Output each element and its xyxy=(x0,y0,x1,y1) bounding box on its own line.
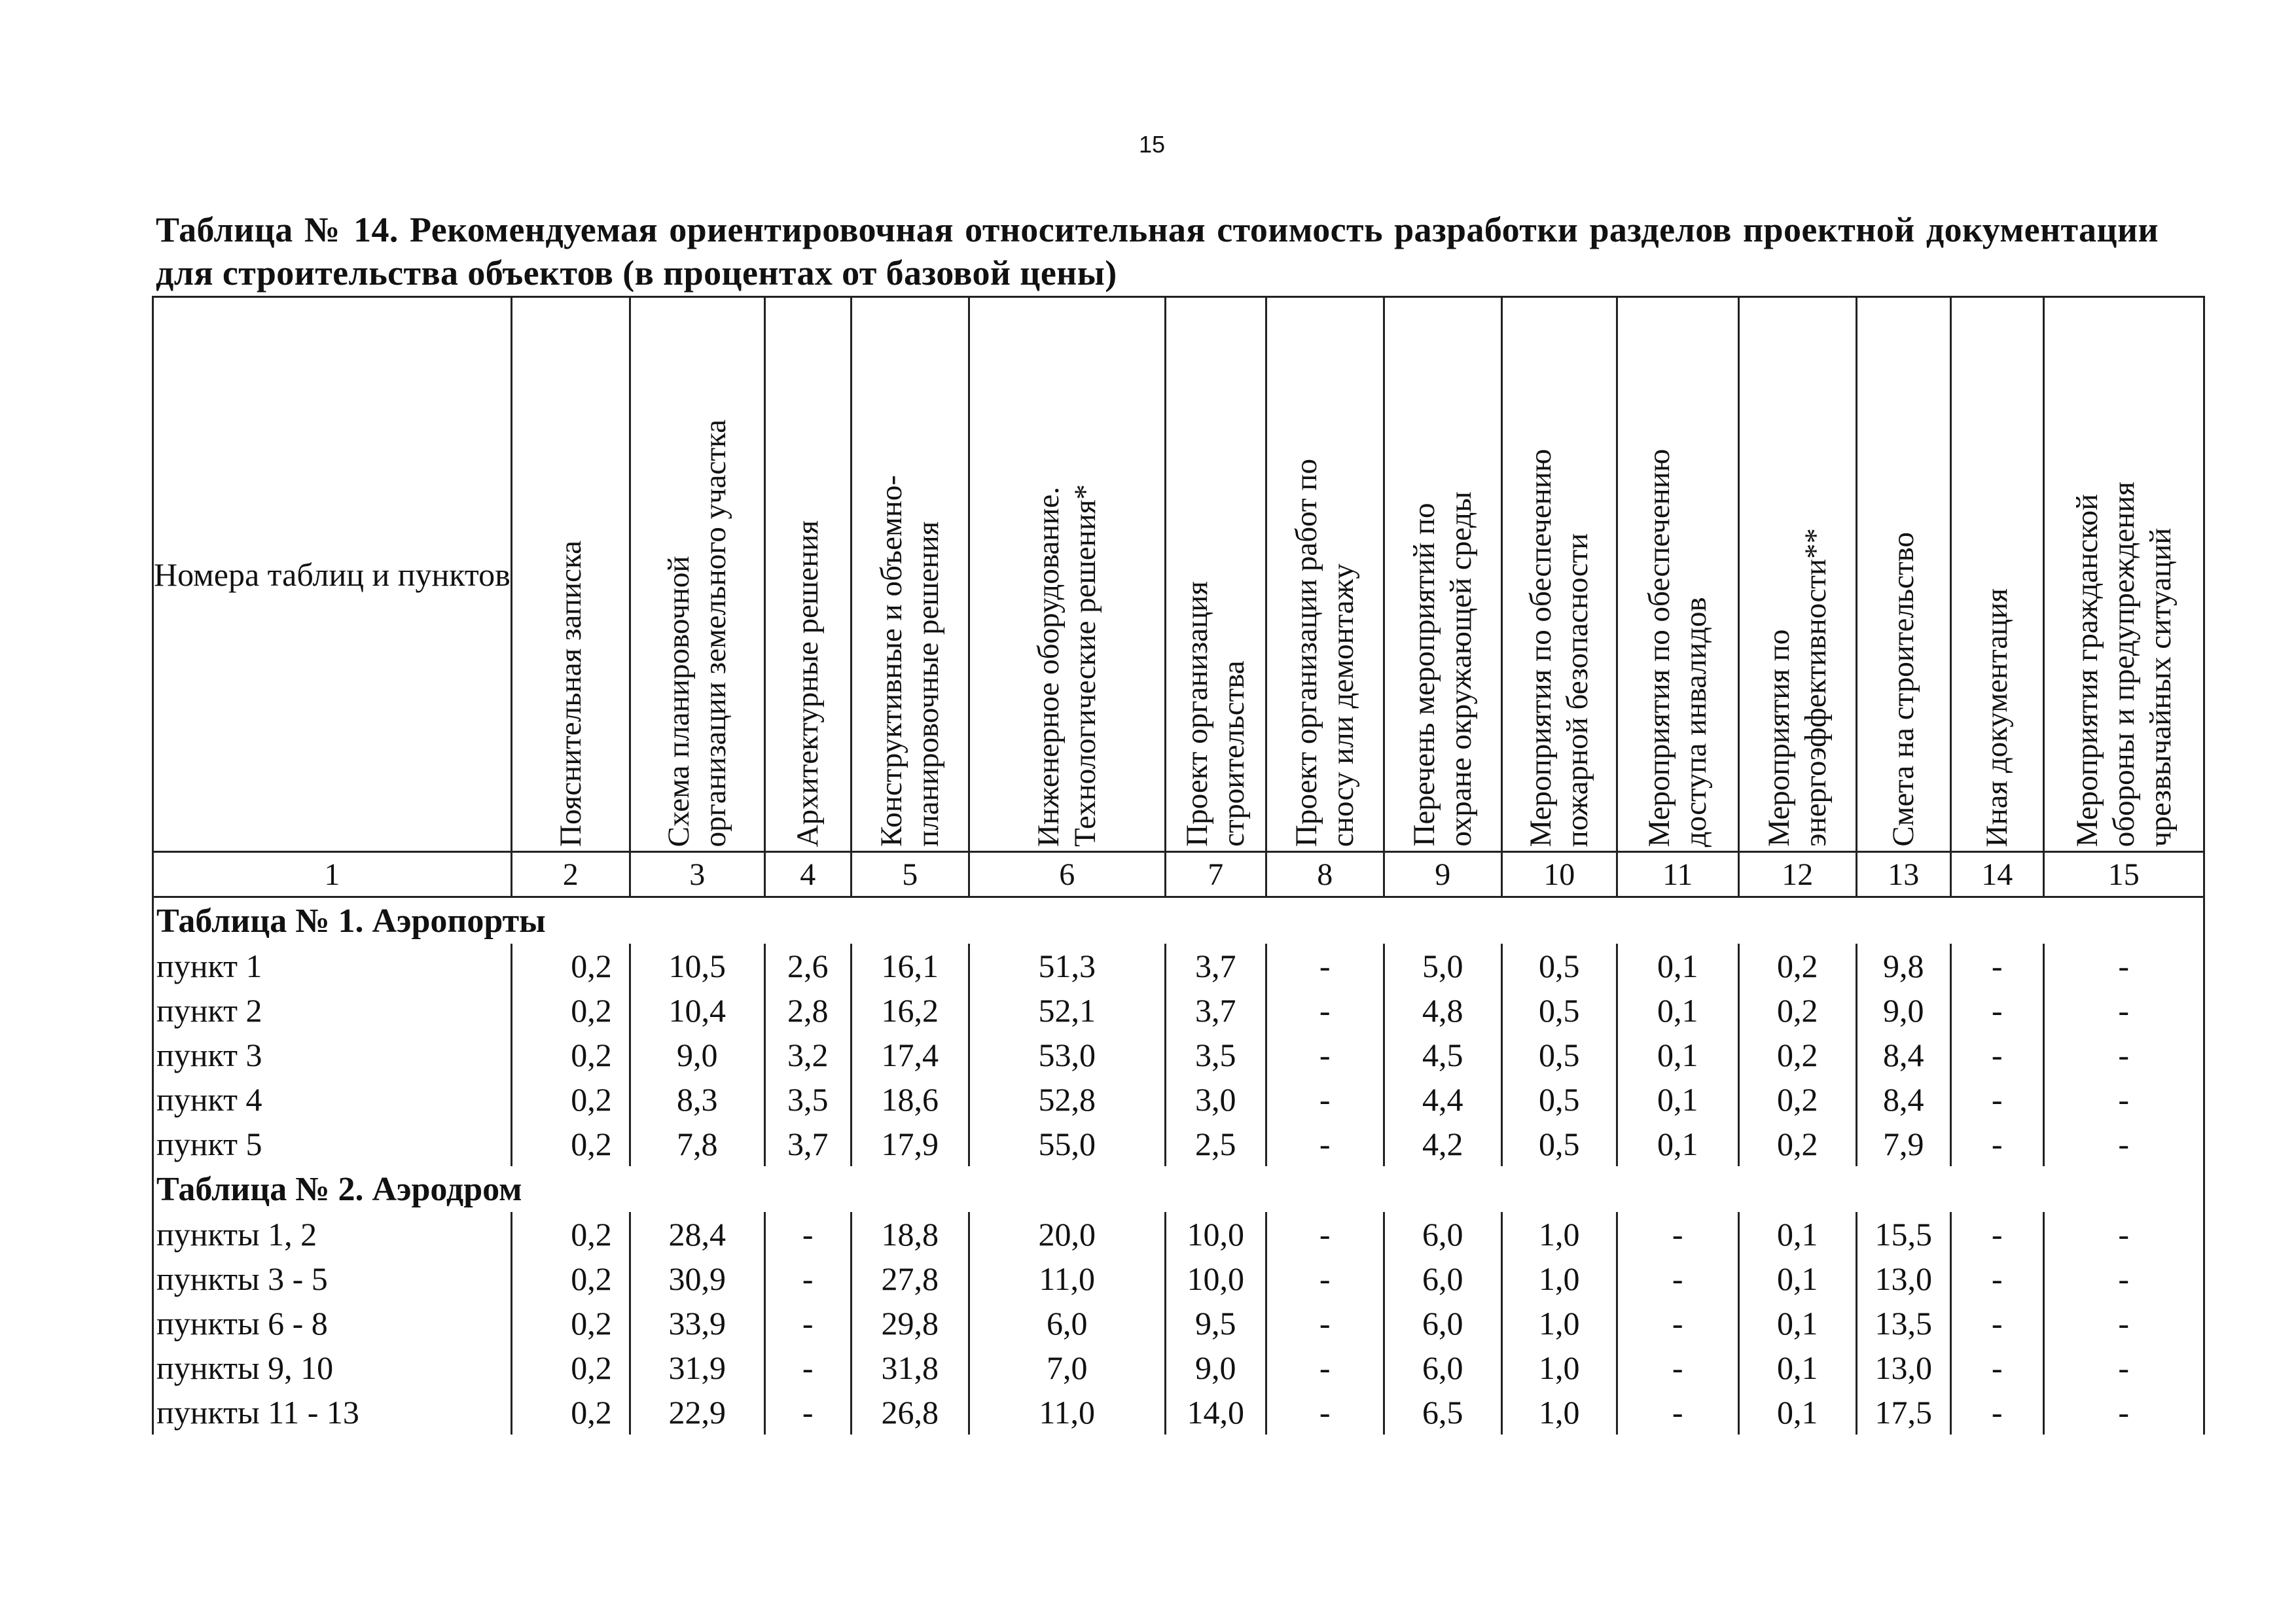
column-header-15 xyxy=(2043,297,2204,852)
column-number: 3 xyxy=(630,852,764,897)
column-header-14 xyxy=(1950,297,2043,852)
table-cell: 0,2 xyxy=(511,944,630,988)
column-header-label: Мероприятия по обеспечению пожарной безопасности xyxy=(1524,448,1595,847)
table-cell: 0,2 xyxy=(511,1077,630,1122)
column-header-label: Смета на строительство xyxy=(1886,532,1921,847)
column-header-label: Мероприятия по обеспечению доступа инвалидов xyxy=(1642,448,1713,847)
table-cell: 31,9 xyxy=(630,1346,764,1390)
table-cell: - xyxy=(1266,1077,1384,1122)
table-cell: 11,0 xyxy=(969,1390,1165,1435)
table-cell: - xyxy=(1950,1301,2043,1346)
table-cell: 8,3 xyxy=(630,1077,764,1122)
column-header-5 xyxy=(851,297,969,852)
table-cell: 0,1 xyxy=(1738,1301,1856,1346)
table-cell: 4,4 xyxy=(1384,1077,1501,1122)
column-header-label: Пояснительная записка xyxy=(553,541,588,847)
table-cell: - xyxy=(764,1346,851,1390)
column-number: 11 xyxy=(1617,852,1738,897)
table-cell: 0,2 xyxy=(1738,944,1856,988)
column-number: 6 xyxy=(969,852,1165,897)
table-cell: - xyxy=(1950,1212,2043,1257)
table-cell: 0,5 xyxy=(1501,1122,1617,1166)
table-cell: - xyxy=(1950,944,2043,988)
table-cell: 0,1 xyxy=(1738,1390,1856,1435)
section-title: Таблица № 2. Аэродром xyxy=(153,1166,2204,1212)
table-cell: 9,8 xyxy=(1856,944,1950,988)
table-cell: 0,2 xyxy=(511,1346,630,1390)
table-cell: 6,0 xyxy=(969,1301,1165,1346)
table-cell: - xyxy=(2043,1122,2204,1166)
table-cell: 16,1 xyxy=(851,944,969,988)
table-cell: 7,8 xyxy=(630,1122,764,1166)
table-cell: 7,9 xyxy=(1856,1122,1950,1166)
column-number: 4 xyxy=(764,852,851,897)
table-cell: - xyxy=(1950,1390,2043,1435)
column-header-8 xyxy=(1266,297,1384,852)
table-cell: 3,7 xyxy=(1165,988,1266,1033)
table-cell: - xyxy=(2043,1257,2204,1301)
table-cell: 0,2 xyxy=(1738,1077,1856,1122)
table-cell: 3,5 xyxy=(1165,1033,1266,1077)
table-cell: 33,9 xyxy=(630,1301,764,1346)
table-cell: 0,2 xyxy=(511,988,630,1033)
row-label: пункт 4 xyxy=(153,1077,512,1122)
column-number: 9 xyxy=(1384,852,1501,897)
column-header-label: Схема планировочной организации земельного участка xyxy=(662,419,733,847)
table-cell: - xyxy=(1266,944,1384,988)
column-header-label: Проект организации работ по сносу или демонтажу xyxy=(1289,458,1361,847)
table-cell: - xyxy=(2043,1346,2204,1390)
column-number: 5 xyxy=(851,852,969,897)
table-cell: 22,9 xyxy=(630,1390,764,1435)
table-cell: - xyxy=(2043,1033,2204,1077)
table-cell: 0,2 xyxy=(511,1390,630,1435)
table-cell: - xyxy=(1266,1212,1384,1257)
table-cell: 4,2 xyxy=(1384,1122,1501,1166)
column-number: 15 xyxy=(2043,852,2204,897)
table-cell: 6,0 xyxy=(1384,1301,1501,1346)
column-number: 8 xyxy=(1266,852,1384,897)
table-cell: 2,6 xyxy=(764,944,851,988)
table-cell: 0,1 xyxy=(1738,1257,1856,1301)
page-number: 15 xyxy=(1138,131,1166,158)
table-cell: 0,2 xyxy=(511,1212,630,1257)
table-cell: 13,0 xyxy=(1856,1346,1950,1390)
column-header-label: Перечень мероприятий по охране окружающей среды xyxy=(1407,491,1479,847)
table-cell: - xyxy=(1266,988,1384,1033)
table-cell: 0,1 xyxy=(1617,1033,1738,1077)
table-row xyxy=(153,1033,2204,1077)
column-header-11 xyxy=(1617,297,1738,852)
table-cell: 3,7 xyxy=(764,1122,851,1166)
table-cell: 0,5 xyxy=(1501,988,1617,1033)
table-cell: 1,0 xyxy=(1501,1301,1617,1346)
column-numbers-row xyxy=(153,852,2204,897)
table-cell: 1,0 xyxy=(1501,1212,1617,1257)
table-cell: 2,5 xyxy=(1165,1122,1266,1166)
table-cell: - xyxy=(2043,1301,2204,1346)
table-cell: - xyxy=(1266,1257,1384,1301)
table-cell: 14,0 xyxy=(1165,1390,1266,1435)
table-cell: 31,8 xyxy=(851,1346,969,1390)
table-cell: - xyxy=(1617,1390,1738,1435)
table-cell: - xyxy=(1266,1346,1384,1390)
column-header-label: Инженерное оборудование. Технологические решения* xyxy=(1031,484,1103,847)
table-cell: 0,1 xyxy=(1617,1077,1738,1122)
table-cell: - xyxy=(1950,1257,2043,1301)
column-header-label: Конструктивные и объемно- планировочные решения xyxy=(874,475,946,847)
table-cell: - xyxy=(764,1212,851,1257)
table-cell: 2,8 xyxy=(764,988,851,1033)
table-cell: 18,6 xyxy=(851,1077,969,1122)
table-cell: 27,8 xyxy=(851,1257,969,1301)
table-cell: - xyxy=(1617,1212,1738,1257)
table-row xyxy=(153,1301,2204,1346)
table-cell: 0,1 xyxy=(1617,988,1738,1033)
table-cell: 0,5 xyxy=(1501,944,1617,988)
row-label: пункты 3 - 5 xyxy=(153,1257,512,1301)
table-cell: 28,4 xyxy=(630,1212,764,1257)
table-cell: 10,5 xyxy=(630,944,764,988)
table-caption: Таблица № 14. Рекомендуемая ориентировочная относительная стоимость разработки разделов проектной документации для строительства объектов (в процентах от базовой цены) xyxy=(156,210,2159,293)
table-cell: 1,0 xyxy=(1501,1390,1617,1435)
table-cell: 0,1 xyxy=(1738,1346,1856,1390)
column-header-label: Мероприятия гражданской обороны и предупреждения чрезвычайных ситуаций xyxy=(2070,481,2178,847)
table-cell: - xyxy=(764,1257,851,1301)
table-row xyxy=(153,1212,2204,1257)
table-cell: 10,0 xyxy=(1165,1212,1266,1257)
header-row xyxy=(153,297,2204,852)
table-cell: - xyxy=(1950,1077,2043,1122)
table-cell: 15,5 xyxy=(1856,1212,1950,1257)
table-cell: 13,5 xyxy=(1856,1301,1950,1346)
table-cell: 5,0 xyxy=(1384,944,1501,988)
table-cell: - xyxy=(764,1301,851,1346)
column-number: 2 xyxy=(511,852,630,897)
section-row xyxy=(153,1166,2204,1212)
column-number: 10 xyxy=(1501,852,1617,897)
table-body xyxy=(153,897,2204,1435)
table-cell: 0,5 xyxy=(1501,1077,1617,1122)
table-cell: - xyxy=(1950,1346,2043,1390)
table-cell: - xyxy=(1617,1301,1738,1346)
table-cell: 0,1 xyxy=(1617,944,1738,988)
column-number: 1 xyxy=(153,852,512,897)
table-row xyxy=(153,988,2204,1033)
table-cell: 6,0 xyxy=(1384,1257,1501,1301)
column-number: 14 xyxy=(1950,852,2043,897)
table-cell: 0,2 xyxy=(511,1257,630,1301)
column-header-13 xyxy=(1856,297,1950,852)
table-cell: 9,0 xyxy=(1165,1346,1266,1390)
column-header-4 xyxy=(764,297,851,852)
table-cell: 51,3 xyxy=(969,944,1165,988)
table-row xyxy=(153,1346,2204,1390)
table-cell: 8,4 xyxy=(1856,1033,1950,1077)
column-header-10 xyxy=(1501,297,1617,852)
table-cell: 13,0 xyxy=(1856,1257,1950,1301)
table-row xyxy=(153,1077,2204,1122)
table-cell: 20,0 xyxy=(969,1212,1165,1257)
table-cell: 4,8 xyxy=(1384,988,1501,1033)
table-cell: 8,4 xyxy=(1856,1077,1950,1122)
column-header-12 xyxy=(1738,297,1856,852)
column-header-3 xyxy=(630,297,764,852)
row-label: пункты 6 - 8 xyxy=(153,1301,512,1346)
table-cell: - xyxy=(1617,1257,1738,1301)
column-number: 7 xyxy=(1165,852,1266,897)
corner-header: Номера таблиц и пунктов xyxy=(153,297,512,852)
column-header-6 xyxy=(969,297,1165,852)
table-cell: 3,2 xyxy=(764,1033,851,1077)
table-cell: 17,5 xyxy=(1856,1390,1950,1435)
table-cell: 9,0 xyxy=(630,1033,764,1077)
row-label: пункты 9, 10 xyxy=(153,1346,512,1390)
table-cell: 0,2 xyxy=(511,1301,630,1346)
table-cell: 0,2 xyxy=(1738,1122,1856,1166)
table-cell: 10,0 xyxy=(1165,1257,1266,1301)
table-cell: 52,8 xyxy=(969,1077,1165,1122)
table-row xyxy=(153,1122,2204,1166)
table-cell: - xyxy=(1950,1122,2043,1166)
row-label: пункт 5 xyxy=(153,1122,512,1166)
table-cell: 3,5 xyxy=(764,1077,851,1122)
row-label: пункт 1 xyxy=(153,944,512,988)
table-cell: - xyxy=(2043,1390,2204,1435)
table-cell: 0,2 xyxy=(1738,988,1856,1033)
table-cell: 26,8 xyxy=(851,1390,969,1435)
table-cell: 29,8 xyxy=(851,1301,969,1346)
table-cell: 9,0 xyxy=(1856,988,1950,1033)
row-label: пункты 1, 2 xyxy=(153,1212,512,1257)
table-cell: 9,5 xyxy=(1165,1301,1266,1346)
table-cell: 10,4 xyxy=(630,988,764,1033)
table-cell: - xyxy=(1266,1390,1384,1435)
table-cell: 4,5 xyxy=(1384,1033,1501,1077)
table-cell: - xyxy=(1950,1033,2043,1077)
table-cell: 0,2 xyxy=(511,1033,630,1077)
table-cell: - xyxy=(1266,1122,1384,1166)
table-cell: - xyxy=(2043,944,2204,988)
table-row xyxy=(153,1257,2204,1301)
table-cell: 6,0 xyxy=(1384,1346,1501,1390)
table-cell: - xyxy=(2043,1212,2204,1257)
row-label: пункты 11 - 13 xyxy=(153,1390,512,1435)
column-header-label: Проект организация строительства xyxy=(1180,581,1251,847)
table-cell: - xyxy=(1266,1301,1384,1346)
table-cell: 6,5 xyxy=(1384,1390,1501,1435)
column-header-label: Мероприятия по энергоэффективности** xyxy=(1762,528,1833,847)
table-cell: 0,2 xyxy=(511,1122,630,1166)
column-header-label: Архитектурные решения xyxy=(791,520,825,847)
table-cell: 18,8 xyxy=(851,1212,969,1257)
section-title: Таблица № 1. Аэропорты xyxy=(153,897,2204,944)
table-cell: - xyxy=(1950,988,2043,1033)
table-cell: 17,9 xyxy=(851,1122,969,1166)
table-cell: - xyxy=(2043,988,2204,1033)
table-cell: 11,0 xyxy=(969,1257,1165,1301)
table-cell: 3,7 xyxy=(1165,944,1266,988)
table-cell: 30,9 xyxy=(630,1257,764,1301)
table-cell: 0,5 xyxy=(1501,1033,1617,1077)
column-header-7 xyxy=(1165,297,1266,852)
table-cell: - xyxy=(764,1390,851,1435)
table-cell: 17,4 xyxy=(851,1033,969,1077)
table-cell: - xyxy=(1266,1033,1384,1077)
cost-table xyxy=(152,296,2205,1435)
row-label: пункт 2 xyxy=(153,988,512,1033)
table-cell: 6,0 xyxy=(1384,1212,1501,1257)
table-row xyxy=(153,944,2204,988)
table-cell: 16,2 xyxy=(851,988,969,1033)
table-cell: 55,0 xyxy=(969,1122,1165,1166)
table-row xyxy=(153,1390,2204,1435)
table-cell: 1,0 xyxy=(1501,1346,1617,1390)
column-number: 12 xyxy=(1738,852,1856,897)
table-cell: 3,0 xyxy=(1165,1077,1266,1122)
column-header-9 xyxy=(1384,297,1501,852)
table-cell: 1,0 xyxy=(1501,1257,1617,1301)
table-cell: 0,1 xyxy=(1738,1212,1856,1257)
table-cell: - xyxy=(1617,1346,1738,1390)
table-cell: 0,1 xyxy=(1617,1122,1738,1166)
section-row xyxy=(153,897,2204,944)
table-cell: - xyxy=(2043,1077,2204,1122)
table-cell: 53,0 xyxy=(969,1033,1165,1077)
column-number: 13 xyxy=(1856,852,1950,897)
column-header-label: Иная документация xyxy=(1980,588,2015,847)
table-cell: 52,1 xyxy=(969,988,1165,1033)
column-header-2 xyxy=(511,297,630,852)
table-cell: 7,0 xyxy=(969,1346,1165,1390)
row-label: пункт 3 xyxy=(153,1033,512,1077)
table-cell: 0,2 xyxy=(1738,1033,1856,1077)
